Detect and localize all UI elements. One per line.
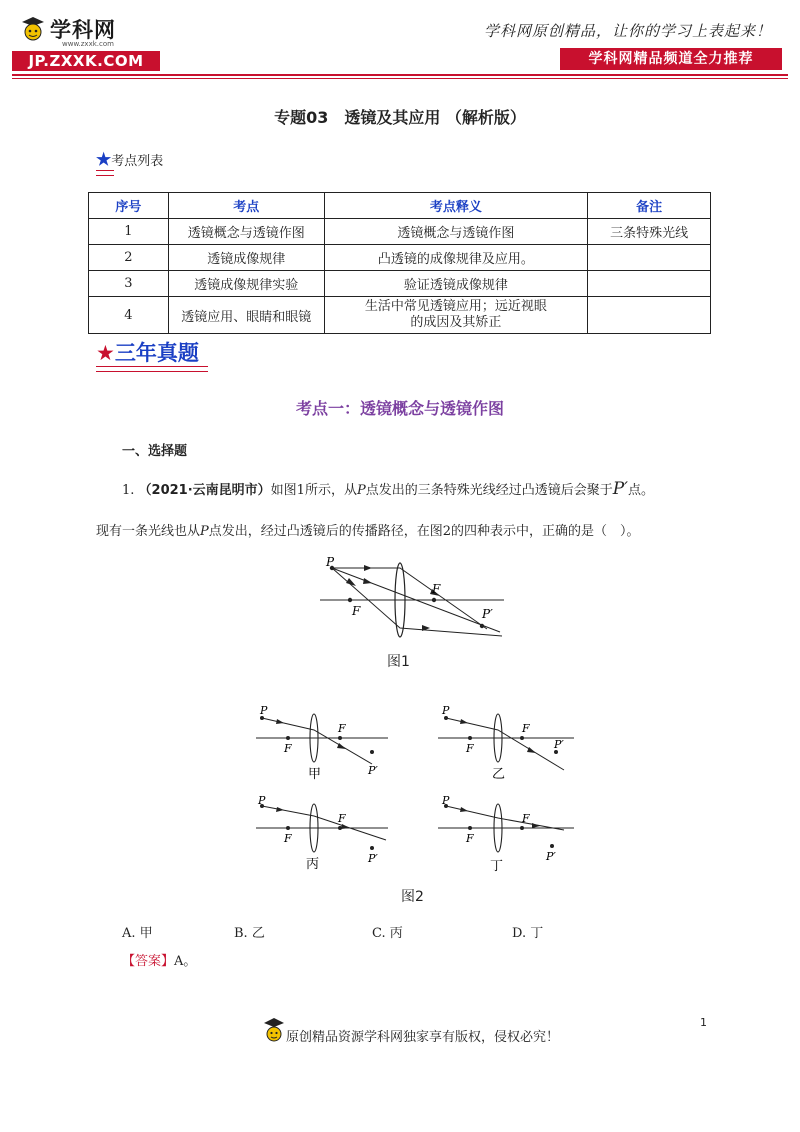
label-p: P (260, 704, 268, 717)
question-text: 点。 (628, 483, 655, 498)
table-row (89, 245, 711, 271)
kaodian-label-text: 考点列表 (111, 154, 164, 169)
label-f: F (522, 722, 530, 735)
table-cell: 凸透镜的成像规律及应用。 (324, 245, 588, 271)
table-cell: 三条特殊光线 (588, 219, 711, 245)
footer-copyright: 原创精品资源学科网独家享有版权，侵权必究！ (286, 1030, 560, 1045)
table-cell (588, 245, 711, 271)
table-cell: 2 (89, 245, 169, 271)
option-c[interactable]: C. 丙 (372, 926, 403, 941)
section-heading-text: 三年真题 (114, 341, 199, 365)
subsection-title: 一、选择题 (122, 444, 188, 459)
panel-name: 丙 (306, 857, 320, 872)
double-underline (96, 170, 114, 176)
question-line-2 (96, 520, 640, 539)
logo-domain: www.zxxk.com (62, 40, 114, 48)
panel-ding (438, 794, 574, 874)
figure-1-caption: 图1 (387, 654, 410, 670)
label-p-prime: P′ (554, 738, 564, 751)
label-f: F (338, 722, 346, 735)
question-line-1 (122, 479, 654, 499)
table-cell: 透镜概念与透镜作图 (324, 219, 588, 245)
label-f: F (522, 812, 530, 825)
table-row (89, 297, 711, 334)
table-row (89, 219, 711, 245)
table-header: 考点释义 (324, 193, 588, 219)
table-cell: 生活中常见透镜应用；远近视眼的成因及其矫正 (324, 297, 588, 334)
table-header: 序号 (89, 193, 169, 219)
table-row (89, 271, 711, 297)
label-p: P (258, 794, 266, 807)
header-rule-thin (12, 78, 788, 79)
logo-url-badge[interactable]: JP.ZXXK.COM (12, 51, 160, 71)
table-header: 备注 (588, 193, 711, 219)
option-a[interactable]: A. 甲 (122, 926, 153, 941)
point-label: P′ (612, 479, 629, 499)
label-f: F (338, 812, 346, 825)
topic-title: 考点一：透镜概念与透镜作图 (295, 399, 504, 418)
table-cell (588, 271, 711, 297)
panel-name: 乙 (492, 767, 506, 782)
label-f: F (466, 832, 474, 845)
option-b[interactable]: B. 乙 (234, 926, 265, 941)
section-heading (96, 337, 199, 367)
table-cell: 透镜成像规律 (168, 245, 324, 271)
figure-1-diagram (312, 556, 512, 671)
label-p-prime: P′ (368, 764, 378, 777)
question-text: 如图1所示，从 (270, 483, 357, 498)
table-cell (588, 297, 711, 334)
panel-yi (438, 704, 574, 782)
label-p: P (442, 794, 450, 807)
kaodian-list-label (96, 150, 163, 170)
question-number: 1. (122, 483, 135, 498)
double-underline (96, 366, 208, 372)
star-icon: ★ (96, 150, 112, 170)
label-p-prime: P′ (482, 607, 493, 621)
kaodian-table (88, 192, 711, 334)
label-p-prime: P′ (368, 852, 378, 865)
label-f: F (432, 582, 441, 596)
panel-jia (256, 704, 388, 782)
table-cell: 透镜应用、眼睛和眼镜 (168, 297, 324, 334)
label-f: F (284, 832, 292, 845)
label-p: P (326, 556, 335, 569)
star-icon: ★ (96, 341, 115, 365)
mascot-icon (262, 1016, 286, 1046)
table-cell: 透镜成像规律实验 (168, 271, 324, 297)
label-f: F (352, 604, 361, 618)
table-cell: 透镜概念与透镜作图 (168, 219, 324, 245)
point-label: P (356, 483, 366, 498)
label-f: F (466, 742, 474, 755)
table-header-row (89, 193, 711, 219)
point-label: P (200, 524, 209, 539)
table-header: 考点 (168, 193, 324, 219)
label-p-prime: P′ (546, 850, 556, 863)
panel-name: 甲 (308, 767, 322, 782)
channel-badge: 学科网精品频道全力推荐 (560, 48, 782, 70)
question-text: 现有一条光线也从 (96, 524, 201, 539)
page-number: 1 (700, 1016, 707, 1029)
page-title: 专题03 透镜及其应用 （解析版） (274, 108, 526, 127)
question-source: （2021·云南昆明市） (138, 483, 271, 498)
answer-line (122, 950, 196, 969)
option-d[interactable]: D. 丁 (512, 926, 544, 941)
table-cell: 验证透镜成像规律 (324, 271, 588, 297)
question-text: 点发出的三条特殊光线经过凸透镜后会聚于 (365, 483, 613, 498)
label-p: P (442, 704, 450, 717)
table-cell: 4 (89, 297, 169, 334)
panel-bing (256, 794, 388, 872)
table-cell: 3 (89, 271, 169, 297)
question-text: 点发出，经过凸透镜后的传播路径，在图2的四种表示中，正确的是（ ）。 (208, 524, 640, 539)
table-cell: 1 (89, 219, 169, 245)
logo-text: 学科网 (50, 18, 116, 42)
header-slogan: 学科网原创精品，让你的学习上表起来！ (483, 22, 772, 40)
panel-name: 丁 (490, 859, 504, 874)
figure-2-caption: 图2 (401, 889, 424, 905)
answer-tag: 【答案】 (122, 954, 175, 969)
logo-mascot-icon (18, 14, 48, 44)
label-f: F (284, 742, 292, 755)
header-rule (12, 74, 788, 76)
figure-2-diagram (250, 702, 580, 882)
answer-value: A。 (174, 954, 197, 969)
